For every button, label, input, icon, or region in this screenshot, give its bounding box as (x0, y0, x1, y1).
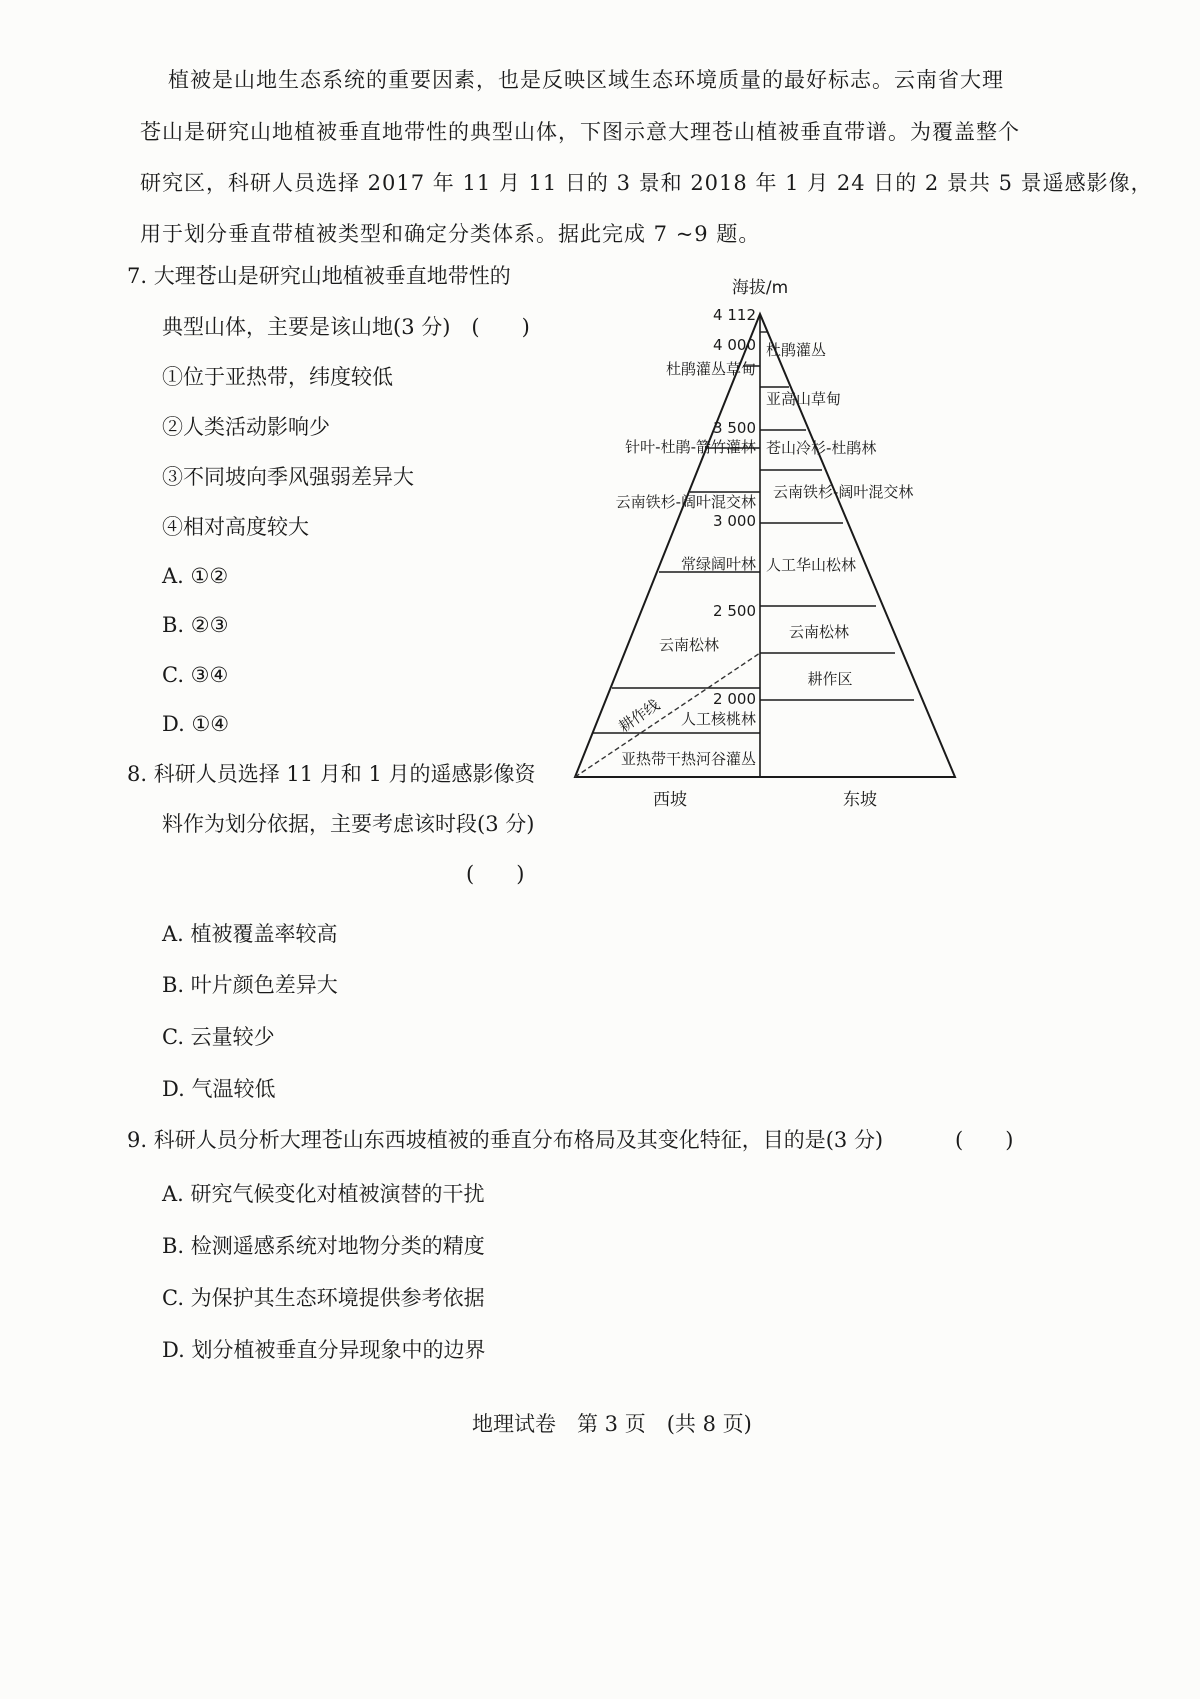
q7-stem-line-1: 7. 大理苍山是研究山地植被垂直地带性的 (127, 264, 511, 288)
elevation-2500: 2 500 (713, 602, 756, 620)
west-zone-7: 亚热带干热河谷灌丛 (620, 750, 756, 768)
east-zone-1: 杜鹃灌丛 (766, 341, 827, 359)
elevation-3000: 3 000 (713, 512, 756, 530)
q7-option-c: C. ③④ (162, 663, 229, 687)
q7-statement-1: ①位于亚热带，纬度较低 (162, 365, 393, 389)
east-zone-7: 耕作区 (807, 670, 853, 688)
west-zone-4: 常绿阔叶林 (680, 555, 756, 573)
west-zone-3: 云南铁杉-阔叶混交林 (615, 493, 756, 511)
elevation-peak: 4 112 (713, 306, 756, 324)
q8-option-b: B. 叶片颜色差异大 (162, 973, 338, 997)
east-zone-4: 云南铁杉-阔叶混交林 (773, 483, 914, 501)
east-zone-3: 苍山冷杉-杜鹃林 (766, 439, 877, 457)
east-zone-5: 人工华山松林 (766, 556, 857, 574)
east-slope-label: 东坡 (843, 790, 877, 810)
q8-option-d: D. 气温较低 (162, 1077, 276, 1101)
intro-line-4: 用于划分垂直带植被类型和确定分类体系。据此完成 7 ~9 题。 (140, 222, 761, 246)
q7-statement-3: ③不同坡向季风强弱差异大 (162, 465, 414, 489)
q7-stem-line-2: 典型山体，主要是该山地(3 分) ( ) (162, 315, 530, 339)
q7-option-d: D. ①④ (162, 712, 230, 736)
q8-stem-line-1: 8. 科研人员选择 11 月和 1 月的遥感影像资 (127, 762, 536, 786)
q9-answer-bracket: ( ) (955, 1128, 1014, 1152)
q7-option-b: B. ②③ (162, 613, 229, 637)
q7-statement-2: ②人类活动影响少 (162, 415, 330, 439)
q9-option-a: A. 研究气候变化对植被演替的干扰 (162, 1182, 485, 1206)
west-zone-2: 针叶-杜鹃-箭竹灌林 (625, 438, 756, 456)
west-zone-6: 人工核桃林 (680, 710, 756, 728)
q9-option-d: D. 划分植被垂直分异现象中的边界 (162, 1338, 486, 1362)
q9-stem: 9. 科研人员分析大理苍山东西坡植被的垂直分布格局及其变化特征，目的是(3 分) (127, 1128, 884, 1152)
elevation-2000: 2 000 (713, 690, 756, 708)
q8-stem-line-2: 料作为划分依据，主要考虑该时段(3 分) (162, 812, 535, 836)
intro-line-3: 研究区，科研人员选择 2017 年 11 月 11 日的 3 景和 2018 年 1 月 24 日的 2 景共 5 景遥感影像， (140, 171, 1153, 195)
cultivation-line-label: 耕作线 (615, 695, 663, 736)
west-zone-1: 杜鹃灌丛草甸 (665, 360, 756, 378)
vegetation-zonation-diagram (615, 278, 1020, 820)
q8-option-c: C. 云量较少 (162, 1025, 275, 1049)
east-zone-2: 亚高山草甸 (766, 390, 842, 408)
page-footer: 地理试卷 第 3 页 (共 8 页) (472, 1412, 752, 1436)
q8-answer-bracket: ( ) (466, 862, 525, 886)
east-zone-6: 云南松林 (788, 623, 850, 641)
intro-line-1: 植被是山地生态系统的重要因素，也是反映区域生态环境质量的最好标志。云南省大理 (168, 68, 1004, 92)
q9-option-b: B. 检测遥感系统对地物分类的精度 (162, 1234, 485, 1258)
west-slope-label: 西坡 (653, 790, 687, 810)
mountain-triangle (575, 314, 955, 777)
axis-title: 海拔/m (731, 278, 789, 298)
q7-option-a: A. ①② (162, 564, 229, 588)
q7-statement-4: ④相对高度较大 (162, 515, 309, 539)
intro-line-2: 苍山是研究山地植被垂直地带性的典型山体，下图示意大理苍山植被垂直带谱。为覆盖整个 (140, 120, 1020, 144)
q9-option-c: C. 为保护其生态环境提供参考依据 (162, 1286, 485, 1310)
elevation-4000: 4 000 (713, 336, 756, 354)
west-zone-5: 云南松林 (658, 636, 720, 654)
q8-option-a: A. 植被覆盖率较高 (162, 922, 338, 946)
elevation-3500: 3 500 (713, 419, 756, 437)
